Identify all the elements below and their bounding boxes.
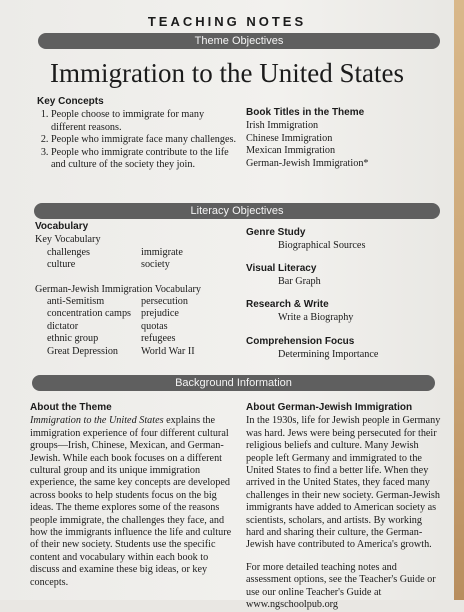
- key-vocabulary-list: [35, 247, 235, 272]
- about-gj-text: In the 1930s, life for Jewish people in Germany was hard. Jews were being persecuted for their religious beliefs and culture. Many Jewish people left Germany and immigrated to the United States to find a better life. When they arrived in the United States, they faced many challenges in their new society. German-Jewish immigrants have added to American society as scientists, scholars, and artists. By working hard and sharing their culture, the German-Jewish have contributed to America's growth.: [246, 415, 441, 551]
- visual-literacy-section: [246, 263, 436, 289]
- list-item: dictator: [47, 320, 79, 332]
- page-edge: [454, 0, 464, 600]
- list-item: Chinese Immigration: [246, 132, 333, 144]
- research-write-heading: Research & Write: [246, 299, 329, 310]
- list-item: German-Jewish Immigration*: [246, 157, 369, 169]
- list-item: World War II: [141, 345, 195, 357]
- about-theme-body: explains the immigration experience of four different cultural groups—Irish, Chinese, Mexican, and German-Jewish. While each book focuses on a different cultural group and its unique immigration experience, the same key concepts are developed across books to help students focus on the big ideas. The theme explores some of the reasons people immigrate, the challenges they face, and how the immigrants influence the life and culture of their new society. Students use the specific content and vocabulary within each book to discuss and examine these big ideas, or key concepts.: [30, 415, 232, 588]
- about-gj-section: [246, 402, 442, 612]
- list-item: Great Depression: [47, 345, 119, 357]
- list-item: ethnic group: [47, 333, 99, 345]
- about-gj-more: For more detailed teaching notes and assessment options, see the Teacher's Guide or use our online Teacher's Guide at www.ngschoolpub.org: [246, 561, 436, 611]
- gj-vocabulary-list: [35, 296, 235, 358]
- key-concepts-section: [37, 96, 237, 171]
- theme-book-title: Immigration to the United States: [30, 415, 164, 427]
- comprehension-value: Determining Importance: [278, 349, 379, 361]
- list-item: culture: [47, 259, 76, 271]
- vocabulary-heading: Vocabulary: [35, 221, 89, 232]
- background-information-band: Background Information: [32, 375, 435, 391]
- book-titles-heading: Book Titles in the Theme: [246, 107, 365, 118]
- research-write-section: [246, 299, 436, 325]
- about-theme-text: [30, 415, 235, 589]
- genre-study-heading: Genre Study: [246, 227, 306, 238]
- key-concepts-heading: Key Concepts: [37, 96, 104, 107]
- about-theme-section: [30, 402, 235, 589]
- page-title: Immigration to the United States: [50, 58, 404, 88]
- genre-study-section: [246, 227, 436, 253]
- list-item: quotas: [141, 320, 168, 332]
- about-theme-heading: About the Theme: [30, 402, 112, 413]
- list-item: anti-Semitism: [47, 296, 105, 308]
- list-item: prejudice: [141, 308, 179, 320]
- list-item: society: [141, 259, 170, 271]
- comprehension-section: [246, 336, 436, 362]
- list-item: refugees: [141, 333, 176, 345]
- visual-literacy-value: Bar Graph: [278, 276, 321, 288]
- about-gj-heading: About German-Jewish Immigration: [246, 402, 413, 413]
- list-item: 1. People choose to immigrate for many different reasons.: [51, 109, 237, 134]
- comprehension-heading: Comprehension Focus: [246, 336, 355, 347]
- list-item: concentration camps: [47, 308, 132, 320]
- visual-literacy-heading: Visual Literacy: [246, 263, 317, 274]
- genre-study-value: Biographical Sources: [278, 240, 366, 252]
- vocabulary-section: [35, 221, 235, 358]
- book-titles-section: [246, 107, 436, 170]
- list-item: persecution: [141, 296, 188, 308]
- gj-vocabulary-label: German-Jewish Immigration Vocabulary: [35, 283, 201, 295]
- list-item: Irish Immigration: [246, 120, 319, 132]
- list-item: Mexican Immigration: [246, 145, 336, 157]
- page-header: TEACHING NOTES: [147, 14, 307, 29]
- literacy-objectives-band: Literacy Objectives: [34, 203, 440, 219]
- list-item: 3. People who immigrate contribute to the life and culture of the society they join.: [51, 147, 237, 172]
- research-write-value: Write a Biography: [278, 312, 354, 324]
- key-vocabulary-label: Key Vocabulary: [35, 234, 101, 246]
- list-item: challenges: [47, 246, 90, 258]
- list-item: 2. People who immigrate face many challenges.: [51, 134, 237, 146]
- list-item: immigrate: [141, 246, 183, 258]
- theme-objectives-band: Theme Objectives: [38, 33, 440, 49]
- key-concepts-list: [37, 109, 237, 171]
